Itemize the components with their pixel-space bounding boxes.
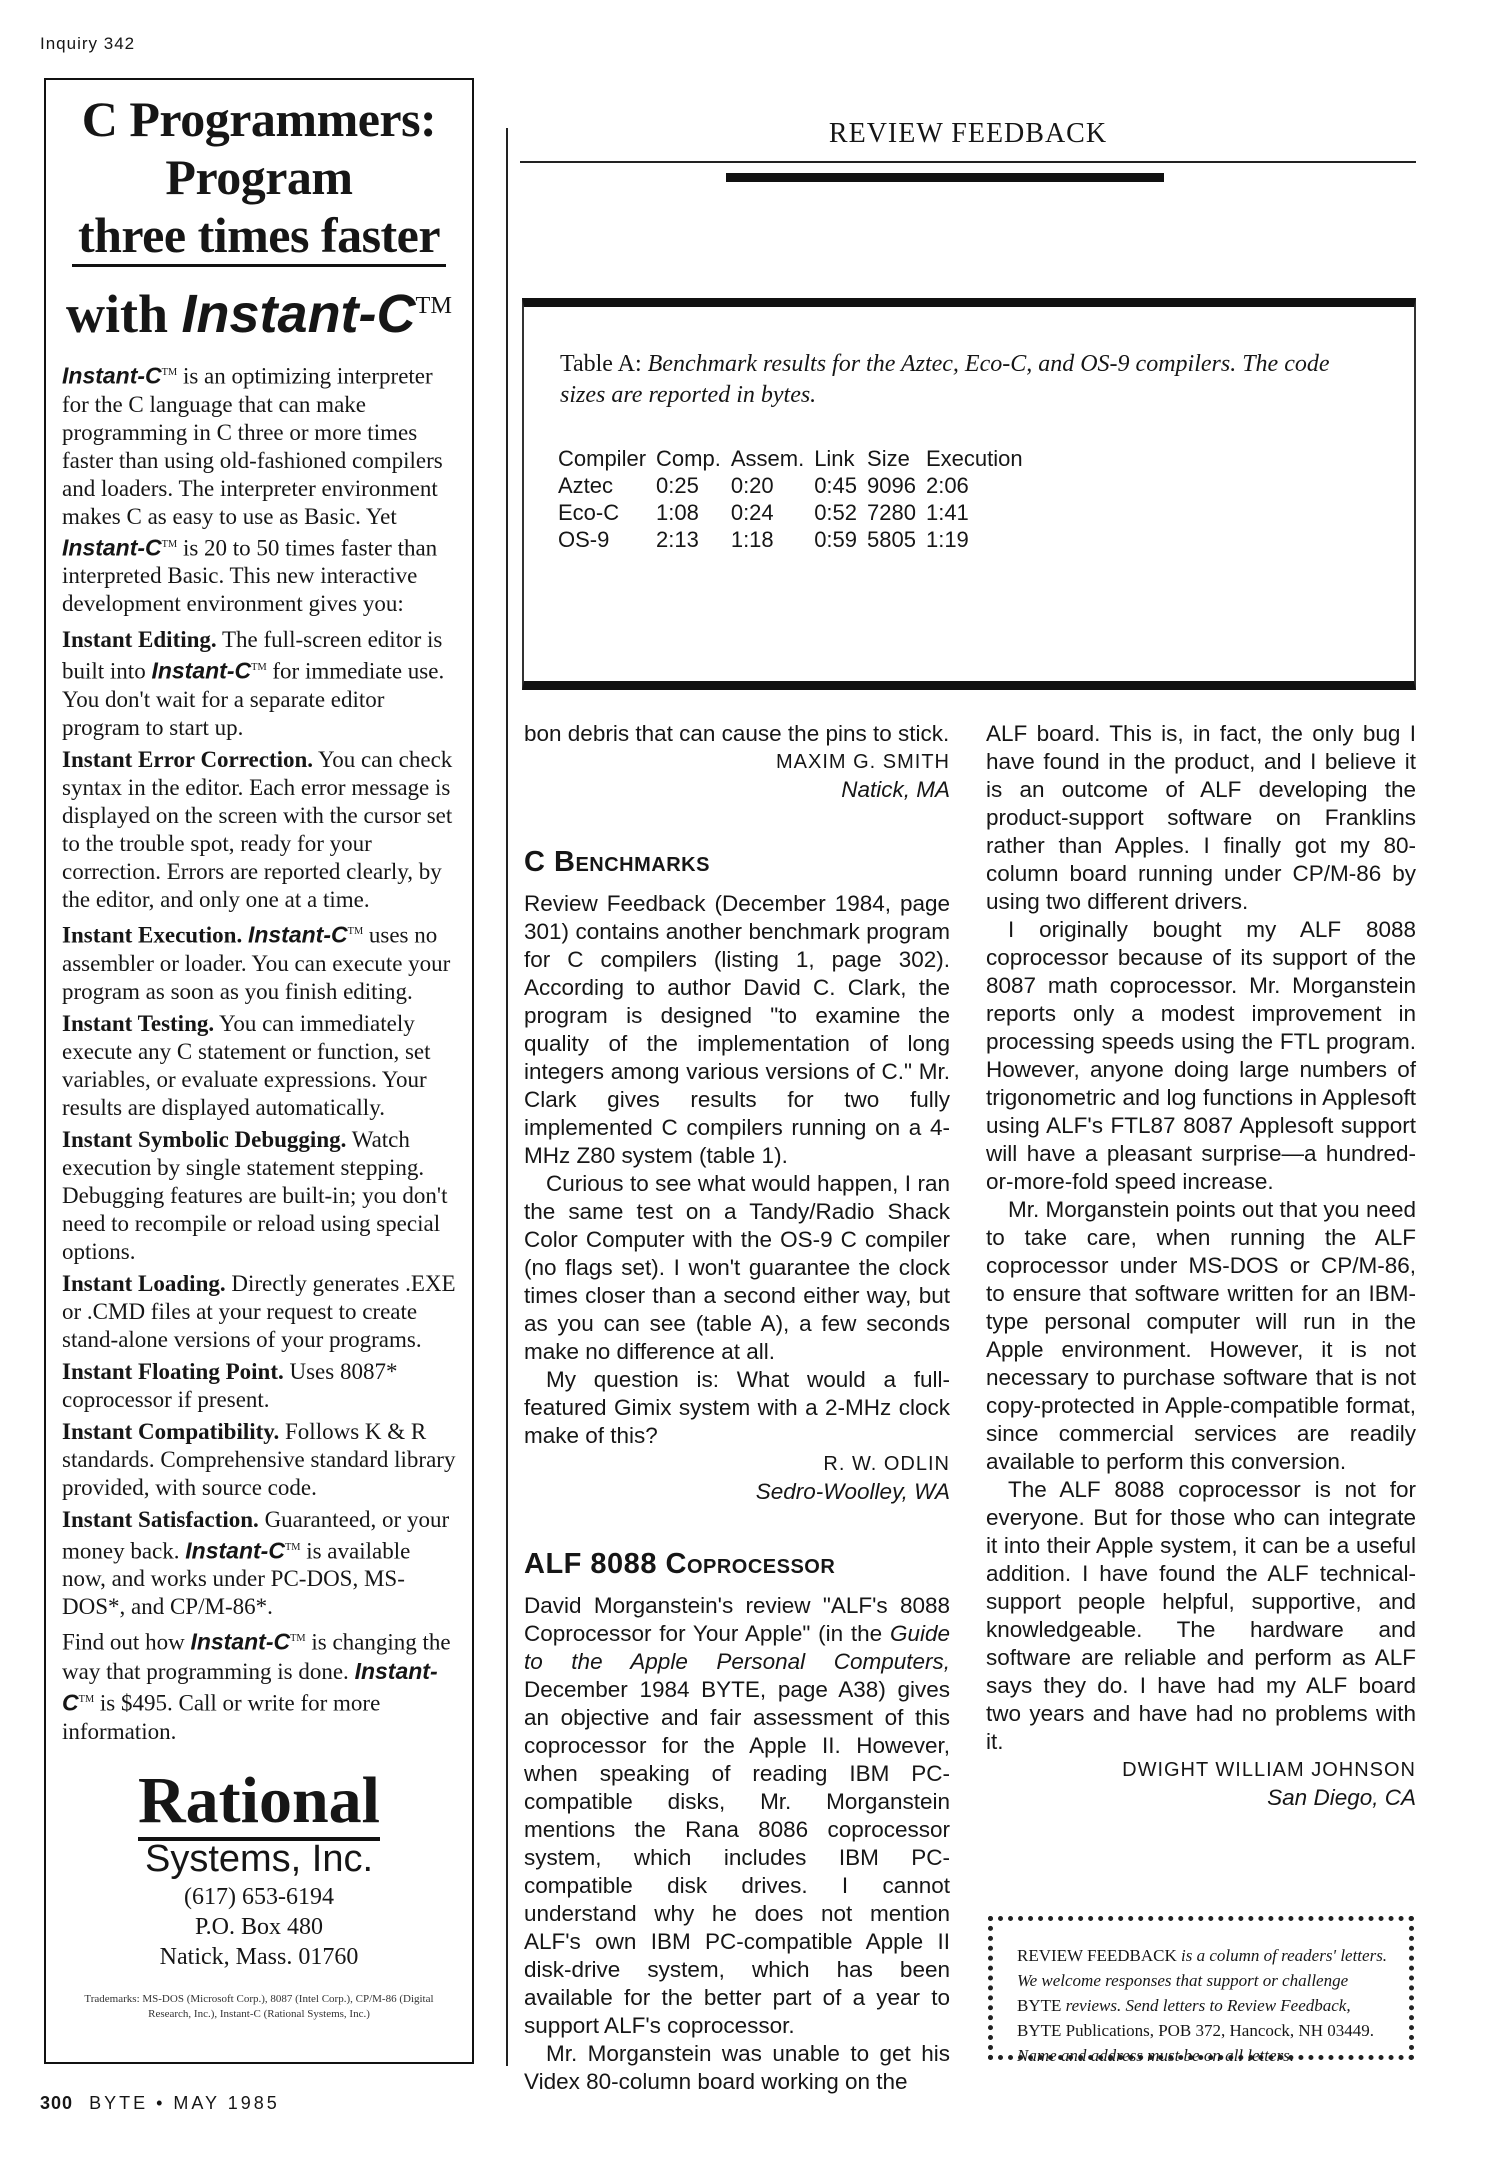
letter-signature: DWIGHT WILLIAM JOHNSON xyxy=(1122,1759,1416,1781)
table-cell: 0:52 xyxy=(814,500,858,525)
ad-headline-line-4: with Instant-C™ xyxy=(66,284,452,344)
section-title: REVIEW FEEDBACK xyxy=(828,118,1108,149)
paragraph: I originally bought my ALF 8088 coprocessor because of its support of the 8087 math coprocessor. Mr. Morganstein reports only a modest improvement in processing speeds using the FTL program. However, anyone doing large numbers of trigonometric and log functions in Applesoft using ALF's FTL87 8087 Applesoft support will have a pleasant surprise—a hundred-or-more-fold speed increase. xyxy=(986,917,1416,1194)
section-heading-alf-8088: ALF 8088 Coprocessor xyxy=(524,1548,836,1580)
ad-feature-testing: Instant Testing. You can immediately execute any C statement or function, set variables, or evaluate expressions. Your results are displayed automatically. xyxy=(62,1010,431,1120)
table-cell: 2:13 xyxy=(656,527,699,552)
ad-feature-execution: Instant Execution. Instant-C™ uses no assembler or loader. You can execute your program as soon as you finish editing. xyxy=(62,921,451,1004)
table-cell: 0:59 xyxy=(814,527,858,552)
ad-trademarks: Trademarks: MS-DOS (Microsoft Corp.), 8087 (Intel Corp.), CP/M-86 (Digital Research, Inc.), Instant-C (Rational Systems, Inc.) xyxy=(84,1992,434,2020)
table-cell: 9096 xyxy=(867,473,916,498)
paragraph: David Morganstein's review "ALF's 8088 Coprocessor for Your Apple" (in the Guide to the Apple Personal Computers, December 1984 BYTE, page A38) gives an objective and fair assessment of this coprocessor for the Apple II. However, when speaking of reading IBM PC-compatible disks, Mr. Morganstein mentions the Rana 8086 coprocessor system, which includes IBM PC-compatible disk drives. I cannot understand why he does not mention ALF's own IBM PC-compatible Apple II disk-drive system, which has been available for the better part of a year to support ALF's coprocessor. xyxy=(524,1593,950,2038)
page-footer xyxy=(40,2093,280,2114)
article-column-1 xyxy=(524,720,950,2096)
table-cell: 7280 xyxy=(867,500,916,525)
section-heading-c-benchmarks: C Benchmarks xyxy=(524,846,710,878)
table-a-caption: Table A: Benchmark results for the Aztec, Eco-C, and OS-9 compilers. The code sizes are reported in bytes. xyxy=(560,351,1330,408)
ad-headline-line-1: C Programmers: xyxy=(81,91,437,147)
ad-feature-satisfaction: Instant Satisfaction. Guaranteed, or your money back. Instant-C™ is available now, and works under PC-DOS, MS-DOS*, and CP/M-86*. xyxy=(62,1506,450,1620)
review-feedback-notice: REVIEW FEEDBACK is a column of readers' letters. We welcome responses that support or challenge BYTE reviews. Send letters to Review Feedback, BYTE Publications, POB 372, Hancock, NH 03449. Name and address must be on all letters. xyxy=(988,1916,1414,2060)
table-cell: 1:18 xyxy=(730,527,774,552)
ad-feature-editing: Instant Editing. The full-screen editor is built into Instant-C™ for immediate use. You don't wait for a separate editor program to start up. xyxy=(62,627,445,740)
logo-name: Rational xyxy=(138,1764,380,1841)
table-cell: Aztec xyxy=(558,473,614,498)
ad-feature-loading: Instant Loading. Directly generates .EXE or .CMD files at your request to create stand-alone versions of your programs. xyxy=(62,1270,456,1352)
inquiry-number: Inquiry 342 xyxy=(40,34,136,53)
ad-headline-line-3: three times faster xyxy=(72,206,446,267)
table-header-cell: Size xyxy=(867,446,910,471)
advertisement xyxy=(44,78,474,2064)
paragraph: The ALF 8088 coprocessor is not for everyone. But for those who can integrate it into their Apple system, it can be a useful addition. I have found the ALF technical-support people helpful, supportive, and knowledgeable. The hardware and software are reliable and perform as ALF says they do. I have had my ALF board two years and have had no problems with it. xyxy=(986,1477,1416,1754)
table-row xyxy=(558,472,1033,499)
benchmark-table xyxy=(558,445,1033,553)
ad-po-box: P.O. Box 480 xyxy=(194,1913,324,1940)
letter-signature: MAXIM G. SMITH xyxy=(776,751,950,773)
table-cell: 1:08 xyxy=(656,500,699,525)
ad-phone: (617) 653-6194 xyxy=(184,1883,334,1910)
rational-systems-logo xyxy=(62,1763,456,1882)
table-header-cell: Link xyxy=(814,446,855,471)
table-row xyxy=(558,499,1033,526)
logo-subtitle: Systems, Inc. xyxy=(144,1837,374,1880)
table-cell: 0:25 xyxy=(656,473,699,498)
paragraph: Review Feedback (December 1984, page 301) contains another benchmark program for C compilers (listing 1, page 302). According to author David C. Clark, the program is designed "to examine the quality of the implementation of long integers among various versions of C." Mr. Clark gives results for two fully implemented C compilers running on a 4-MHz Z80 system (table 1). xyxy=(524,891,950,1168)
table-cell: OS-9 xyxy=(558,527,610,552)
paragraph: bon debris that can cause the pins to stick. xyxy=(524,721,950,746)
table-cell: 2:06 xyxy=(925,473,969,498)
ad-call-to-action: Find out how Instant-C™ is changing the way that programming is done. Instant-C™ is $495. Call or write for more information. xyxy=(62,1628,451,1744)
table-cell: 0:20 xyxy=(730,473,774,498)
table-row xyxy=(558,526,1033,553)
ad-intro: Instant-C™ is an optimizing interpreter for the C language that can make programming in C three or more times faster than using old-fashioned compilers and loaders. The interpreter environment makes C as easy to use as Basic. Yet Instant-C™ is 20 to 50 times faster than interpreted Basic. This new interactive development environment gives you: xyxy=(62,362,443,617)
page-number: 300 xyxy=(40,2093,74,2113)
table-header-cell: Compiler xyxy=(558,446,647,471)
letter-location: Natick, MA xyxy=(841,777,950,802)
column-divider xyxy=(506,128,508,2066)
table-header-cell: Comp. xyxy=(656,446,721,471)
ad-headline xyxy=(62,90,456,267)
letter-signature: R. W. ODLIN xyxy=(823,1453,950,1475)
article-column-2 xyxy=(986,720,1416,1812)
table-cell: 5805 xyxy=(867,527,916,552)
paragraph: Curious to see what would happen, I ran the same test on a Tandy/Radio Shack Color Computer with the OS-9 C compiler (no flags set). I won't guarantee the clock times closer than a second either way, but as you can see (table A), a few seconds make no difference at all. xyxy=(524,1171,950,1364)
ad-feature-floating-point: Instant Floating Point. Uses 8087* coprocessor if present. xyxy=(62,1358,398,1412)
table-header-cell: Execution xyxy=(925,446,1023,471)
table-cell: 1:19 xyxy=(925,527,969,552)
header-bar xyxy=(726,173,1164,182)
paragraph: Mr. Morganstein points out that you need to take care, when running the ALF coprocessor under MS-DOS or CP/M-86, to ensure that software written for an IBM-type personal computer will run in the Apple environment. However, it is not necessary to purchase software that is not copy-protected in Apple-compatible format, since commercial services are readily available to perform this conversion. xyxy=(986,1197,1416,1474)
table-a-box xyxy=(522,298,1416,690)
ad-feature-debugging: Instant Symbolic Debugging. Watch execution by single statement stepping. Debugging features are built-in; you don't need to recompile or reload using special options. xyxy=(62,1126,448,1264)
publication-date: BYTE • MAY 1985 xyxy=(89,2093,280,2113)
paragraph: My question is: What would a full-featured Gimix system with a 2-MHz clock make of this? xyxy=(524,1367,950,1448)
ad-feature-compatibility: Instant Compatibility. Follows K & R standards. Comprehensive standard library provided, with source code. xyxy=(62,1418,456,1500)
ad-feature-error-correction: Instant Error Correction. You can check syntax in the editor. Each error message is displayed on the screen with the cursor set to the trouble spot, ready for your correction. Errors are reported clearly, by the editor, and only one at a time. xyxy=(62,746,453,912)
table-cell: 0:24 xyxy=(730,500,774,525)
table-header-row xyxy=(558,445,1033,472)
letter-location: San Diego, CA xyxy=(1267,1785,1416,1810)
paragraph: Mr. Morganstein was unable to get his Videx 80-column board working on the xyxy=(524,2041,950,2094)
table-cell: Eco-C xyxy=(558,500,620,525)
ad-headline-line-2: Program xyxy=(165,149,353,205)
table-cell: 1:41 xyxy=(925,500,969,525)
header-rule xyxy=(520,161,1416,163)
letter-location: Sedro-Woolley, WA xyxy=(755,1479,950,1504)
paragraph: ALF board. This is, in fact, the only bug I have found in the product, and I believe it is an outcome of ALF developing the product-support software on Franklins rather than Apples. I finally got my 80-column board running under CP/M-86 by using two different drivers. xyxy=(986,721,1416,914)
ad-city: Natick, Mass. 01760 xyxy=(159,1943,359,1970)
table-cell: 0:45 xyxy=(814,473,858,498)
table-header-cell: Assem. xyxy=(730,446,805,471)
